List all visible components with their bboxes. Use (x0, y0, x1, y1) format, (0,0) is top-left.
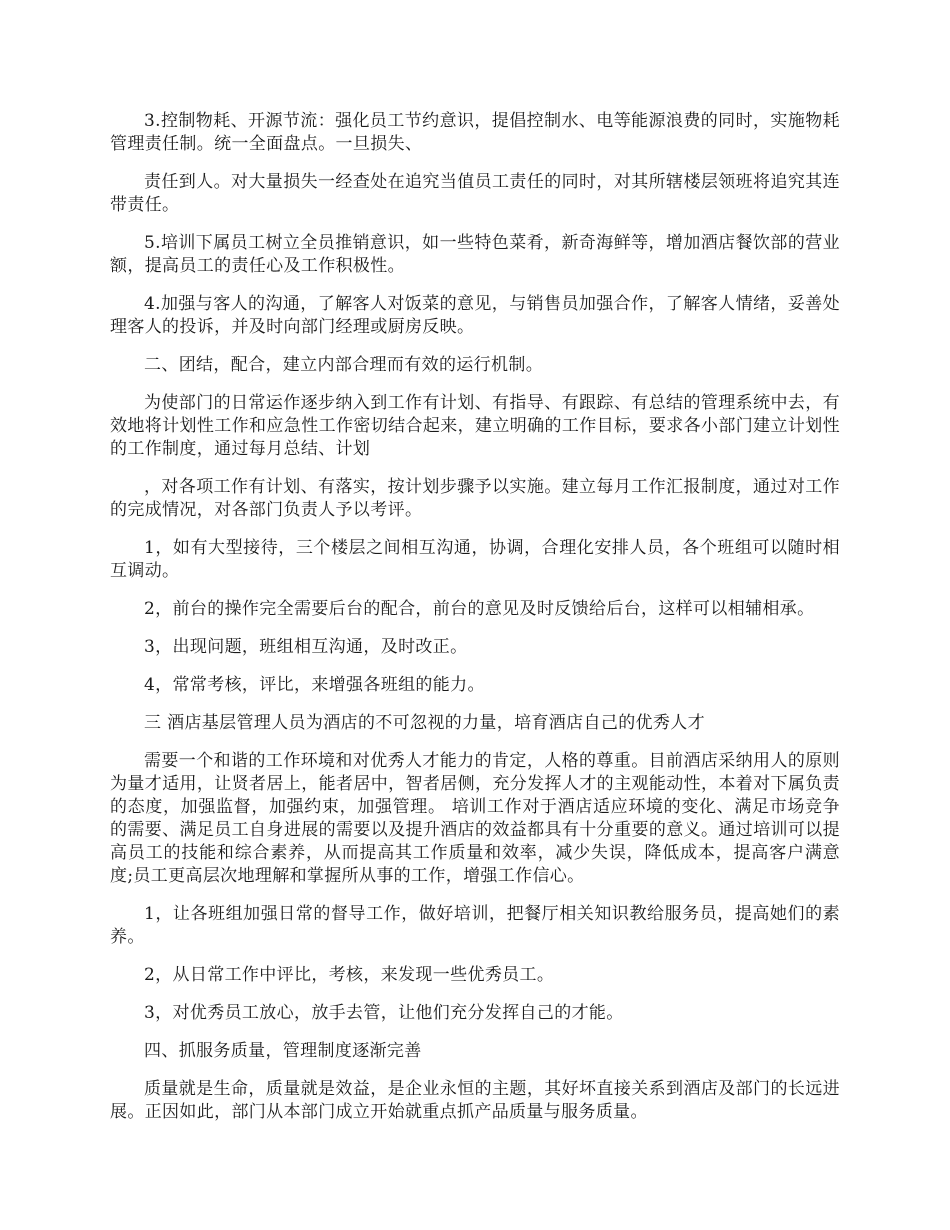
paragraph-responsibility: 责任到人。对大量损失一经查处在追究当值员工责任的同时，对其所辖楼层领班将追究其连带责任。 (110, 172, 840, 215)
section-heading-three: 三 酒店基层管理人员为酒店的不可忽视的力量，培育酒店自己的优秀人才 (144, 713, 705, 733)
paragraph-guest-communication: 4.加强与客人的沟通，了解客人对饭菜的意见，与销售员加强合作，了解客人情绪，妥善处理客人的投诉，并及时向部门经理或厨房反映。 (110, 294, 840, 337)
document-body (110, 110, 840, 1139)
paragraph-talent-environment: 需要一个和谐的工作环境和对优秀人才能力的肯定，人格的尊重。目前酒店采纳用人的原则为量才适用，让贤者居上，能者居中，智者居侧，充分发挥人才的主观能动性，本着对下属负责的态度，加强监督，加强约束，加强管理。 培训工作对于酒店适应环境的变化、满足市场竞争的需要、满足员工自身进展的需要以及提升酒店的效益都具有十分重要的意义。通过培训可以提高员工的技能和综合素养，从而提高其工作质量和效率，减少失误，降低成本，提高客户满意度;员工更高层次地理解和掌握所从事的工作，增强工作信心。 (110, 751, 840, 886)
section-heading-two: 二、团结，配合，建立内部合理而有效的运行机制。 (144, 355, 544, 375)
list-item-assessment: 4，常常考核，评比，来增强各班组的能力。 (144, 675, 485, 695)
list-item-supervision: 1，让各班组加强日常的督导工作，做好培训，把餐厅相关知识教给服务员，提高她们的素养。 (110, 904, 840, 947)
paragraph-planning-system: 为使部门的日常运作逐步纳入到工作有计划、有指导、有跟踪、有总结的管理系统中去，有效地将计划性工作和应急性工作密切结合起来，建立明确的工作目标，要求各小部门建立计划性的工作制度，通过每月总结、计划 (110, 393, 840, 459)
paragraph-control-consumption: 3.控制物耗、开源节流：强化员工节约意识，提倡控制水、电等能源浪费的同时，实施物耗管理责任制。统一全面盘点。一旦损失、 (110, 111, 840, 154)
list-item-front-back: 2，前台的操作完全需要后台的配合，前台的意见及时反馈给后台，这样可以相辅相承。 (144, 599, 815, 619)
section-heading-four: 四、抓服务质量，管理制度逐渐完善 (144, 1041, 422, 1061)
paragraph-monthly-report: ，对各项工作有计划、有落实，按计划步骤予以实施。建立每月工作汇报制度，通过对工作的完成情况，对各部门负责人予以考评。 (110, 477, 840, 520)
list-item-trust: 3，对优秀员工放心，放手去管，让他们充分发挥自己的才能。 (144, 1003, 624, 1023)
paragraph-sales-training: 5.培训下属员工树立全员推销意识，如一些特色菜肴，新奇海鲜等，增加酒店餐饮部的营业额，提高员工的责任心及工作积极性。 (110, 233, 840, 276)
list-item-large-reception: 1，如有大型接待，三个楼层之间相互沟通，协调，合理化安排人员，各个班组可以随时相互调动。 (110, 538, 840, 581)
list-item-evaluation: 2，从日常工作中评比，考核，来发现一些优秀员工。 (144, 965, 555, 985)
list-item-problems: 3，出现问题，班组相互沟通，及时改正。 (144, 637, 468, 657)
paragraph-quality: 质量就是生命，质量就是效益，是企业永恒的主题，其好坏直接关系到酒店及部门的长远进展。正因如此，部门从本部门成立开始就重点抓产品质量与服务质量。 (110, 1079, 840, 1122)
